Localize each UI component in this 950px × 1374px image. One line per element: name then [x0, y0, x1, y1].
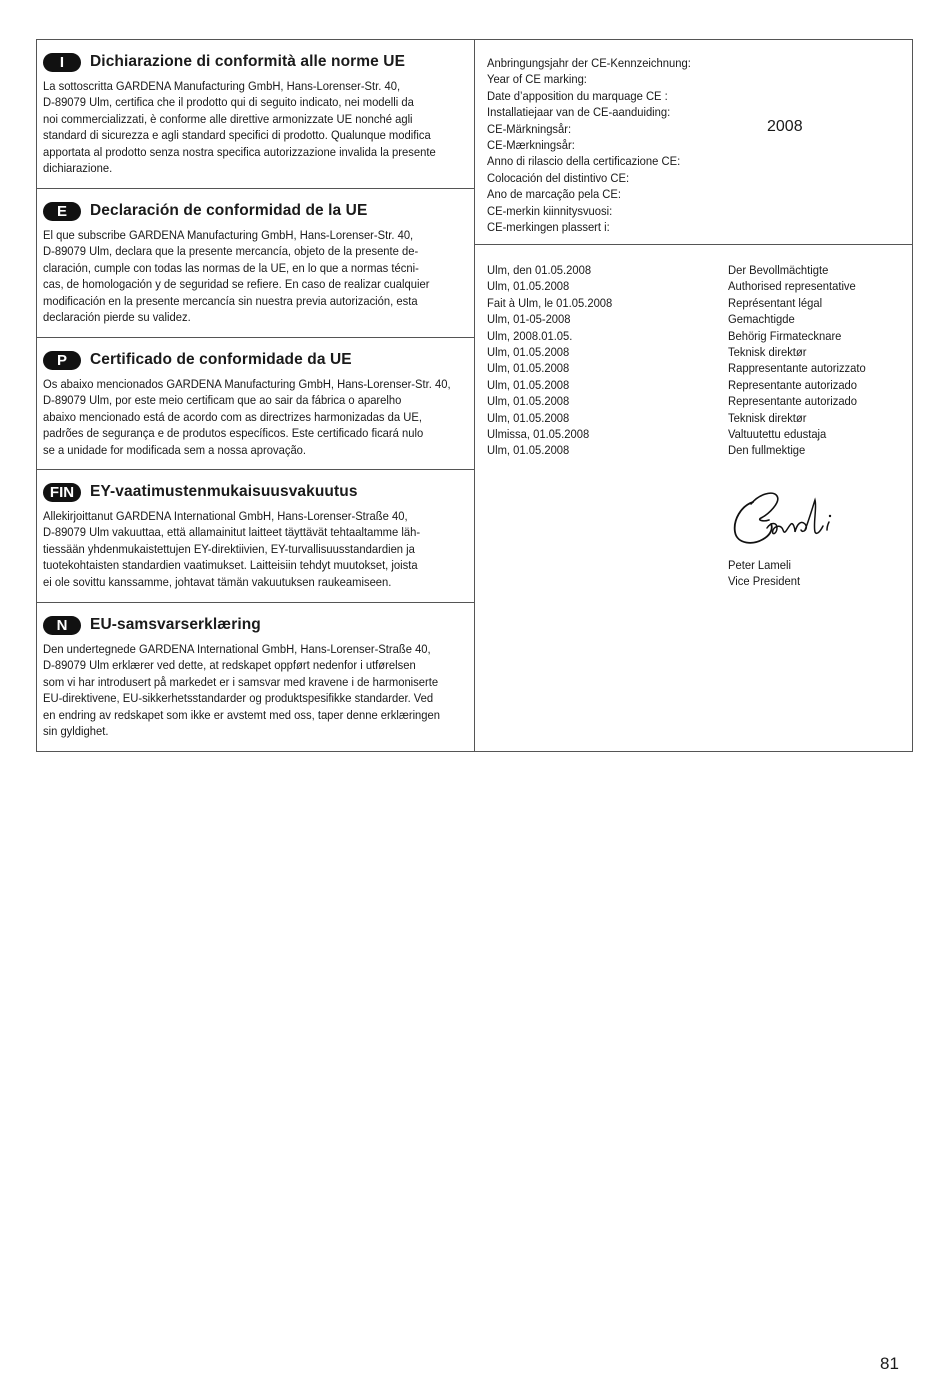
- language-badge: N: [43, 616, 81, 635]
- body-line: tuotekohtaisten standardien vaatimukset. Laitteisiin tehdyt muutokset, joista: [43, 558, 418, 573]
- body-line: D-89079 Ulm, declara que la presente mercancía, objeto de la presente de-: [43, 244, 419, 259]
- signing-date: Ulmissa, 01.05.2008: [487, 427, 590, 442]
- body-line: noi commercializzati, è conforme alle direttive armonizzate UE nonché agli: [43, 111, 413, 126]
- section-heading: [43, 482, 468, 502]
- ce-label: Year of CE marking:: [487, 72, 587, 87]
- section-body: [43, 376, 475, 458]
- body-line: D-89079 Ulm vakuuttaa, että allamainitut laitteet täyttävät tehtaaltamme läh-: [43, 525, 421, 540]
- declaration-section-pt: [37, 338, 474, 470]
- section-title: EU-samsvarserklæring: [90, 616, 261, 633]
- representative-role: Authorised representative: [728, 279, 856, 294]
- body-line: tiessään yhdenmukaistettujen EY-direktiivien, EY-turvallisuusstandardien ja: [43, 541, 415, 556]
- declaration-section-it: [37, 40, 474, 189]
- representative-role: Representante autorizado: [728, 377, 858, 392]
- body-line: modificación en la presente mercancía sin nuestra previa autorización, esta: [43, 293, 418, 308]
- ce-label: Anno di rilascio della certificazione CE:: [487, 154, 681, 169]
- section-title: EY-vaatimustenmukaisuusvakuutus: [90, 483, 358, 500]
- body-line: apportata al prodotto senza nostra specifica autorizzazione invalida la presente: [43, 144, 436, 159]
- body-line: D-89079 Ulm, por este meio certificam que ao sair da fábrica o aparelho: [43, 393, 402, 408]
- declaration-frame: [36, 39, 913, 752]
- ce-marking-year: 2008: [767, 118, 803, 135]
- section-body: [43, 641, 475, 739]
- signing-date: Ulm, 01.05.2008: [487, 361, 570, 376]
- signing-date: Ulm, 2008.01.05.: [487, 328, 573, 343]
- signing-date: Fait à Ulm, le 01.05.2008: [487, 295, 613, 310]
- signing-date: Ulm, 01.05.2008: [487, 377, 570, 392]
- body-line: El que subscribe GARDENA Manufacturing GmbH, Hans-Lorenser-Str. 40,: [43, 228, 414, 242]
- declaration-section-no: [37, 603, 474, 753]
- signer-block: [728, 557, 800, 590]
- representative-role: Den fullmektige: [728, 443, 806, 458]
- signing-date: Ulm, 01-05-2008: [487, 312, 571, 327]
- signing-date: Ulm, 01.05.2008: [487, 443, 570, 458]
- body-line: ei ole sovittu kanssamme, johtavat tämän vakuutuksen raukeamiseen.: [43, 574, 392, 589]
- body-line: dichiarazione.: [43, 161, 113, 176]
- section-body: [43, 78, 475, 176]
- language-badge: FIN: [43, 483, 81, 502]
- signing-dates: [487, 262, 612, 459]
- body-line: D-89079 Ulm erklærer ved dette, at redskapet oppført nedenfor i utførelsen: [43, 658, 416, 673]
- section-title: Dichiarazione di conformità alle norme UE: [90, 53, 406, 70]
- section-heading: [43, 52, 468, 72]
- body-line: en endring av redskapet som ikke er avstemt med oss, taper denne erklæringen: [43, 707, 441, 722]
- body-line: som vi har introdusert på markedet er i samsvar med kravene i de harmoniserte: [43, 674, 439, 689]
- representative-role: Valtuutettu edustaja: [728, 427, 827, 442]
- page-number: 81: [880, 1354, 899, 1373]
- body-line: Allekirjoittanut GARDENA International GmbH, Hans-Lorenser-Straße 40,: [43, 509, 408, 523]
- ce-label: Colocación del distintivo CE:: [487, 170, 630, 185]
- representative-role: Représentant légal: [728, 295, 823, 310]
- body-line: cas, de homologación y de seguridad se refiere. En caso de realizar cualquier: [43, 277, 430, 292]
- ce-label: CE-merkingen plassert i:: [487, 220, 610, 235]
- body-line: claración, cumple con todas las normas de la UE, en lo que a normas técni-: [43, 260, 419, 275]
- section-heading: [43, 615, 468, 635]
- representative-role: Der Bevollmächtigte: [728, 263, 829, 277]
- section-title: Declaración de conformidad de la UE: [90, 202, 368, 219]
- ce-marking-labels: [487, 55, 691, 235]
- language-badge: P: [43, 351, 81, 370]
- ce-label: Anbringungsjahr der CE-Kennzeichnung:: [487, 56, 691, 70]
- ce-and-signature-column: [475, 40, 912, 751]
- ce-marking-box: [475, 40, 912, 245]
- language-badge: I: [43, 53, 81, 72]
- section-body: [43, 508, 475, 590]
- signing-date: Ulm, 01.05.2008: [487, 410, 570, 425]
- section-body: [43, 227, 475, 325]
- representative-role: Teknisk direktør: [728, 345, 807, 360]
- representative-role: Teknisk direktør: [728, 410, 807, 425]
- section-heading: [43, 350, 468, 370]
- body-line: declaración pierde su validez.: [43, 310, 191, 325]
- ce-label: Installatiejaar van de CE-aanduiding:: [487, 105, 671, 120]
- body-line: Den undertegnede GARDENA International GmbH, Hans-Lorenser-Straße 40,: [43, 642, 431, 656]
- signer-title: Vice President: [728, 574, 801, 589]
- body-line: se a unidade for modificada sem a nossa aprovação.: [43, 442, 307, 457]
- handwritten-signature: [723, 484, 835, 554]
- language-badge: E: [43, 202, 81, 221]
- ce-label: Date d’apposition du marquage CE :: [487, 88, 668, 103]
- section-title: Certificado de conformidade da UE: [90, 351, 352, 368]
- ce-label: CE-merkin kiinnitysvuosi:: [487, 203, 613, 218]
- body-line: sin gyldighet.: [43, 724, 109, 739]
- declarations-column: [37, 40, 475, 751]
- ce-label: CE-Mærkningsår:: [487, 138, 575, 153]
- body-line: D-89079 Ulm, certifica che il prodotto qui di seguito indicato, nei modelli da: [43, 95, 414, 110]
- ce-label: CE-Märkningsår:: [487, 121, 572, 136]
- signing-date: Ulm, 01.05.2008: [487, 279, 570, 294]
- signing-date: Ulm, 01.05.2008: [487, 345, 570, 360]
- section-heading: [43, 201, 468, 221]
- representative-role: Gemachtigde: [728, 312, 795, 327]
- declaration-section-fi: [37, 470, 474, 603]
- representative-role: Representante autorizado: [728, 394, 858, 409]
- body-line: La sottoscritta GARDENA Manufacturing GmbH, Hans-Lorenser-Str. 40,: [43, 79, 401, 93]
- representative-role: Rappresentante autorizzato: [728, 361, 866, 376]
- body-line: padrões de segurança e de produtos específicos. Este certificado ficará nulo: [43, 426, 424, 441]
- declaration-section-es: [37, 189, 474, 338]
- body-line: Os abaixo mencionados GARDENA Manufacturing GmbH, Hans-Lorenser-Str. 40,: [43, 377, 451, 391]
- body-line: standard di sicurezza e agli standard specifici di prodotto. Qualunque modifica: [43, 128, 431, 143]
- signer-name: Peter Lameli: [728, 558, 791, 572]
- body-line: EU-direktivene, EU-sikkerhetsstandarder og produktspesifikke standarder. Ved: [43, 691, 434, 706]
- ce-label: Ano de marcação pela CE:: [487, 187, 622, 202]
- signing-date: Ulm, 01.05.2008: [487, 394, 570, 409]
- representative-roles: [728, 262, 866, 459]
- signing-date: Ulm, den 01.05.2008: [487, 263, 592, 277]
- representative-role: Behörig Firmatecknare: [728, 328, 842, 343]
- body-line: abaixo mencionado está de acordo com as directrizes harmonizadas da UE,: [43, 409, 422, 424]
